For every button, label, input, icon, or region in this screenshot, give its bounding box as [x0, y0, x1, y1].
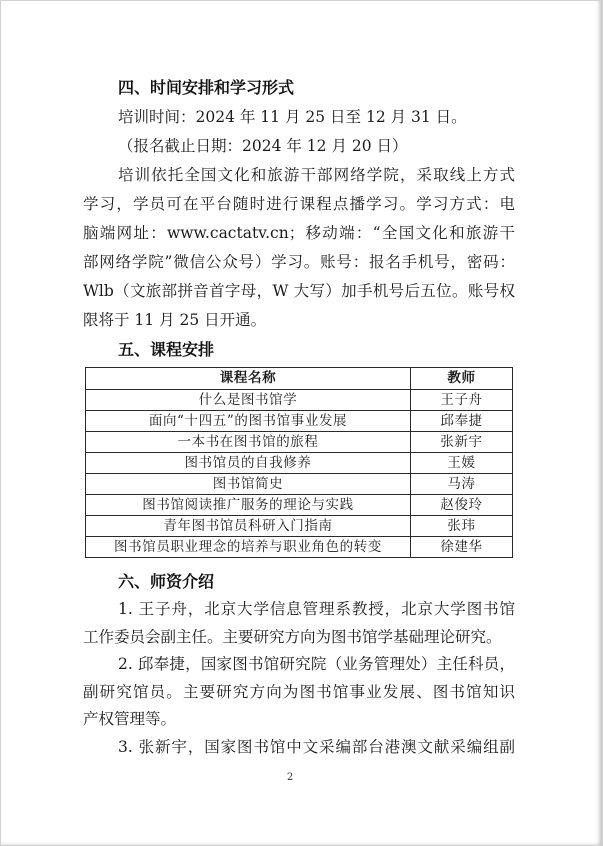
instructor-intro-line: 工作委员会副主任。主要研究方向为图书馆学基础理论研究。 — [83, 627, 502, 646]
section-heading-instructors: 六、师资介绍 — [118, 572, 215, 591]
instructor-intro-line: 2. 邱奉捷，国家图书馆研究院（业务管理处）主任科员， — [118, 655, 515, 673]
course-table — [85, 367, 513, 558]
paragraph-line: 培训依托全国文化和旅游干部网络学院，采取线上方式 — [118, 166, 515, 184]
table-row — [86, 453, 513, 474]
instructor-intro-line: 副研究馆员。主要研究方向为图书馆事业发展、图书馆知识 — [83, 682, 515, 701]
course-name-cell: 一本书在图书馆的旅程 — [86, 432, 411, 453]
course-name-cell: 面向“十四五”的图书馆事业发展 — [86, 411, 411, 432]
course-name-cell: 什么是图书馆学 — [86, 390, 411, 411]
course-name-cell: 图书馆阅读推广服务的理论与实践 — [86, 495, 411, 516]
table-header-course: 课程名称 — [86, 368, 411, 390]
instructor-intro-line: 1. 王子舟，北京大学信息管理系教授，北京大学图书馆 — [118, 600, 515, 618]
section-instructors-body — [83, 596, 515, 761]
paragraph-line: 部网络学院”微信公众号）学习。账号：报名手机号，密码： — [83, 253, 515, 271]
teacher-cell: 赵俊玲 — [411, 495, 513, 516]
table-row — [86, 537, 513, 558]
table-header-teacher: 教师 — [411, 368, 513, 390]
instructor-intro-line: 3. 张新宇，国家图书馆中文采编部台港澳文献采编组副 — [118, 737, 515, 756]
course-name-cell: 青年图书馆员科研入门指南 — [86, 516, 411, 537]
table-row — [86, 411, 513, 432]
instructor-intro-line: 产权管理等。 — [83, 710, 177, 728]
table-row — [86, 474, 513, 495]
table-header-row — [86, 368, 513, 390]
section-heading-courses: 五、课程安排 — [118, 340, 215, 359]
page-number: 2 — [286, 772, 294, 783]
section-schedule-body — [83, 103, 515, 335]
teacher-cell: 马涛 — [411, 474, 513, 495]
course-name-cell: 图书馆简史 — [86, 474, 411, 495]
section-heading-schedule: 四、时间安排和学习形式 — [118, 78, 295, 97]
paragraph-line: 限将于 11 月 25 日开通。 — [83, 311, 267, 329]
registration-deadline-line: （报名截止日期：2024 年 12 月 20 日） — [118, 137, 408, 155]
course-name-cell: 图书馆员职业理念的培养与职业角色的转变 — [86, 537, 411, 558]
table-row — [86, 516, 513, 537]
training-time-line: 培训时间：2024 年 11 月 25 日至 12 月 31 日。 — [118, 108, 467, 126]
course-name-cell: 图书馆员的自我修养 — [86, 453, 411, 474]
teacher-cell: 徐建华 — [411, 537, 513, 558]
table-row — [86, 495, 513, 516]
paragraph-line: Wlb（文旅部拼音首字母，W 大写）加手机号后五位。账号权 — [83, 282, 515, 300]
teacher-cell: 王子舟 — [411, 390, 513, 411]
teacher-cell: 张新宇 — [411, 432, 513, 453]
teacher-cell: 王媛 — [411, 453, 513, 474]
teacher-cell: 张玮 — [411, 516, 513, 537]
paragraph-line: 学习，学员可在平台随时进行课程点播学习。学习方式：电 — [83, 195, 515, 213]
teacher-cell: 邱奉捷 — [411, 411, 513, 432]
table-row — [86, 390, 513, 411]
table-row — [86, 432, 513, 453]
paragraph-line: 脑端网址：www.cactatv.cn；移动端：“全国文化和旅游干 — [83, 224, 515, 242]
